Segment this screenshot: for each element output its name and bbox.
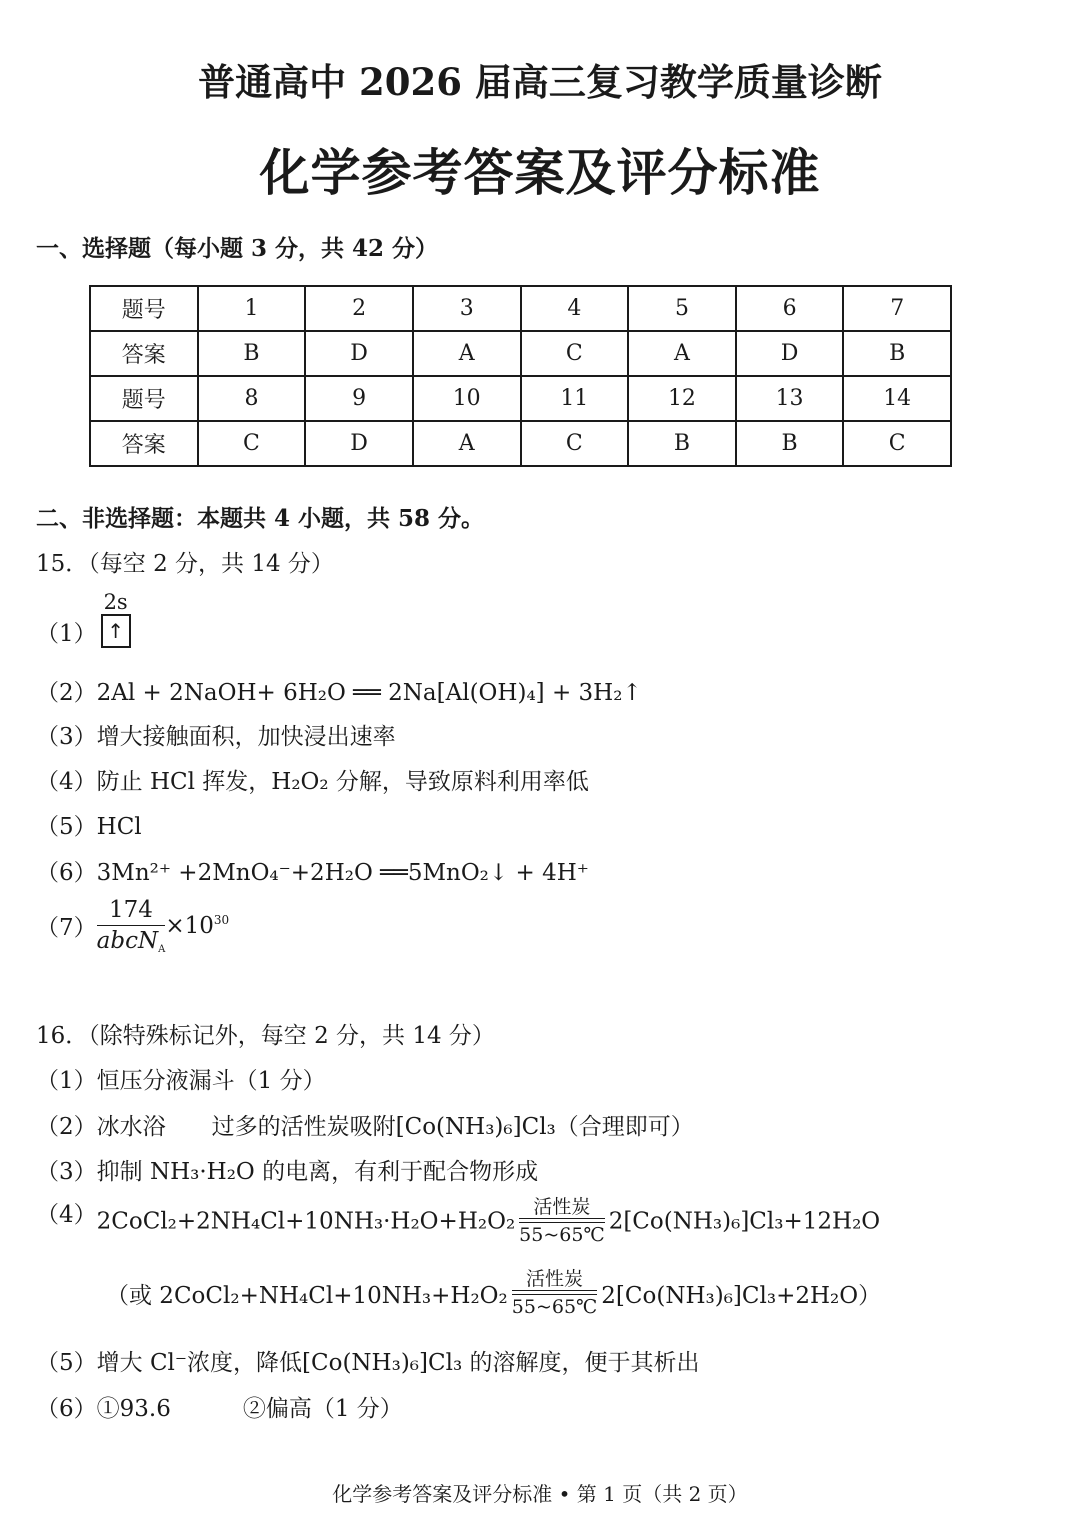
power-of-ten: $\times 10^{30}$ — [165, 912, 230, 939]
up-arrow-icon: ↑ — [101, 614, 131, 648]
table-row — [90, 376, 951, 421]
q16-part4-alternative — [106, 1268, 881, 1319]
q15-part6: （6）3Mn²⁺ +2MnO₄⁻+2H₂O ══5MnO₂↓ + 4H⁺ — [36, 860, 589, 886]
table-cell: A — [413, 331, 521, 376]
answer-table — [89, 285, 952, 467]
q16-part5: （5）增大 Cl⁻浓度，降低[Co(NH₃)₆]Cl₃ 的溶解度，便于其析出 — [36, 1350, 700, 1376]
document-title: 化学参考答案及评分标准 — [259, 143, 821, 202]
alt-reaction-condition — [512, 1268, 598, 1319]
table-row-header: 题号 — [90, 376, 198, 421]
table-row — [90, 331, 951, 376]
table-cell: D — [305, 421, 413, 466]
table-cell: 12 — [628, 376, 736, 421]
table-cell: 7 — [843, 286, 951, 331]
table-row-header: 答案 — [90, 421, 198, 466]
section-heading-free-response: 二、非选择题：本题共 4 小题，共 58 分。 — [36, 505, 485, 532]
temperature-label: 55~65℃ — [519, 1224, 605, 1246]
q15-part5: （5）HCl — [36, 814, 142, 840]
table-cell: 11 — [521, 376, 629, 421]
table-cell: C — [843, 421, 951, 466]
reaction-condition — [519, 1196, 605, 1247]
q15-part2: （2）2Al + 2NaOH+ 6H₂O ══ 2Na[Al(OH)₄] + 3H₂↑ — [36, 680, 642, 706]
table-cell: 9 — [305, 376, 413, 421]
table-cell: C — [198, 421, 306, 466]
fraction-denominator: abcN$_A$ — [96, 928, 166, 955]
alt-temperature-label: 55~65℃ — [511, 1296, 598, 1318]
catalyst-label: 活性炭 — [533, 1196, 591, 1218]
q16-part4-label: （4） — [36, 1202, 97, 1228]
q16-part1: （1）恒压分液漏斗（1 分） — [36, 1068, 326, 1094]
table-row — [90, 421, 951, 466]
table-cell: B — [628, 421, 736, 466]
q16-part6-b: ②偏高（1 分） — [242, 1396, 403, 1422]
q16-header: 16．（除特殊标记外，每空 2 分，共 14 分） — [36, 1023, 495, 1049]
table-cell: 5 — [628, 286, 736, 331]
section-heading-multiple-choice: 一、选择题（每小题 3 分，共 42 分） — [36, 235, 439, 262]
table-row-header: 答案 — [90, 331, 198, 376]
q15-part1 — [36, 590, 131, 648]
alt-catalyst-label: 活性炭 — [526, 1268, 584, 1290]
table-cell: B — [843, 331, 951, 376]
q15-part7-label: （7） — [36, 915, 97, 941]
table-cell: 8 — [198, 376, 306, 421]
table-cell: C — [521, 421, 629, 466]
alt-equation-rhs: 2[Co(NH₃)₆]Cl₃+2H₂O） — [601, 1283, 882, 1309]
exam-title: 普通高中 2026 届高三复习教学质量诊断 — [198, 60, 882, 104]
q16-part2: （2）冰水浴 过多的活性炭吸附[Co(NH₃)₆]Cl₃（合理即可） — [36, 1114, 694, 1140]
table-cell: 10 — [413, 376, 521, 421]
q16-part3: （3）抑制 NH₃·H₂O 的电离，有利于配合物形成 — [36, 1159, 539, 1185]
table-cell: 6 — [736, 286, 844, 331]
table-cell: A — [628, 331, 736, 376]
fraction-numerator: 174 — [97, 897, 166, 926]
table-cell: A — [413, 421, 521, 466]
table-cell: C — [521, 331, 629, 376]
q15-part4: （4）防止 HCl 挥发，H₂O₂ 分解，导致原料利用率低 — [36, 769, 589, 795]
orbital-label: 2s — [103, 590, 128, 614]
table-cell: B — [198, 331, 306, 376]
table-row-header: 题号 — [90, 286, 198, 331]
equation-rhs: 2[Co(NH₃)₆]Cl₃+12H₂O — [608, 1208, 881, 1235]
q16-part6-a: （6）①93.6 — [36, 1396, 171, 1422]
table-cell: 2 — [305, 286, 413, 331]
page-footer: 化学参考答案及评分标准 • 第 1 页（共 2 页） — [332, 1482, 748, 1506]
density-fraction — [97, 897, 166, 954]
q15-part7 — [36, 897, 229, 954]
alt-equation-lhs: （或 2CoCl₂+NH₄Cl+10NH₃+H₂O₂ — [106, 1283, 508, 1309]
q16-part4 — [36, 1196, 880, 1247]
table-cell: 4 — [521, 286, 629, 331]
q15-header: 15．（每空 2 分，共 14 分） — [36, 551, 334, 577]
table-row — [90, 286, 951, 331]
table-cell: D — [736, 331, 844, 376]
table-cell: 14 — [843, 376, 951, 421]
q15-part1-label: （1） — [36, 621, 97, 647]
table-cell: B — [736, 421, 844, 466]
q16-part6 — [36, 1390, 403, 1423]
table-cell: 3 — [413, 286, 521, 331]
table-cell: D — [305, 331, 413, 376]
q15-part3: （3）增大接触面积，加快浸出速率 — [36, 724, 396, 750]
orbital-diagram — [101, 590, 131, 648]
equation-lhs: 2CoCl₂+2NH₄Cl+10NH₃·H₂O+H₂O₂ — [96, 1208, 516, 1235]
table-cell: 13 — [736, 376, 844, 421]
table-cell: 1 — [198, 286, 306, 331]
